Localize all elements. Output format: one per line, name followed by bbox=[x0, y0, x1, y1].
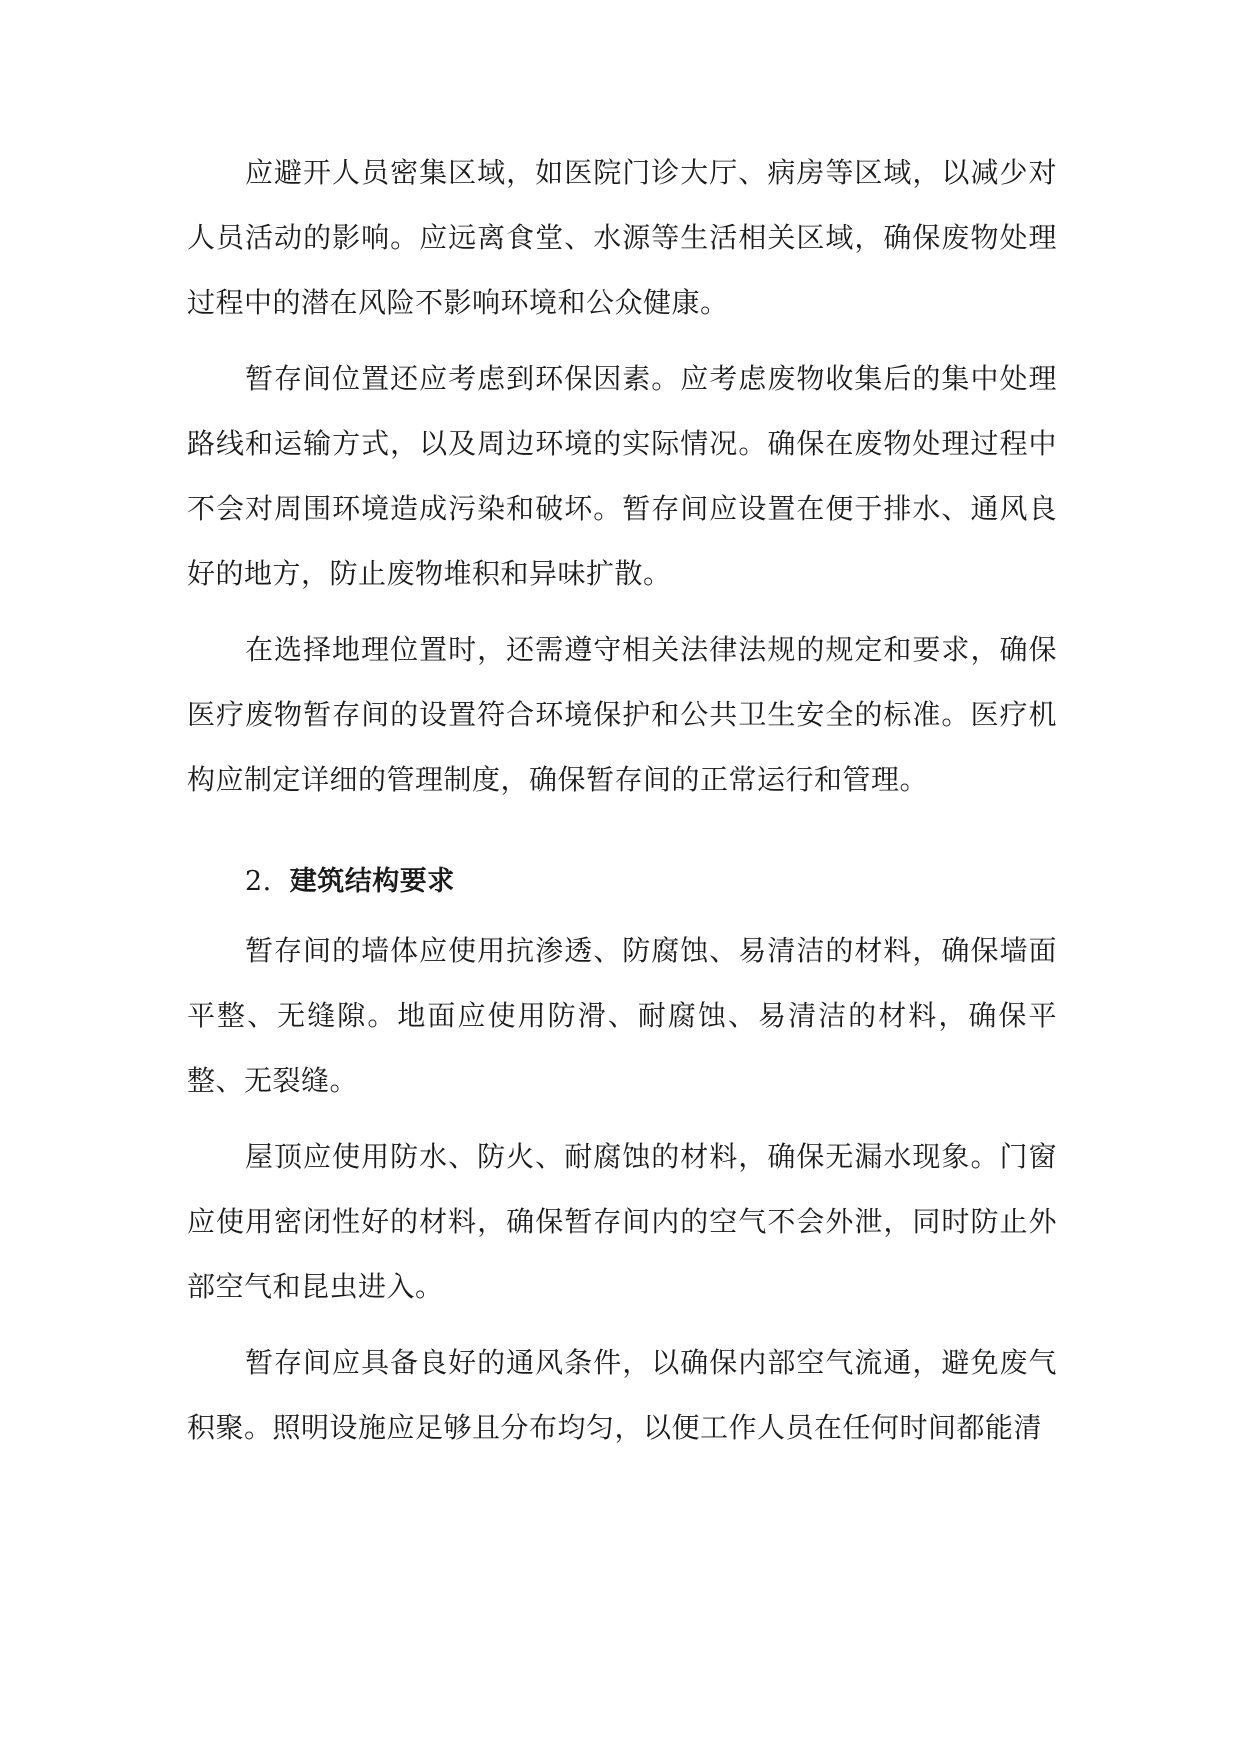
section-heading bbox=[187, 858, 1057, 906]
paragraph-roof-doors: 屋顶应使用防水、防火、耐腐蚀的材料，确保无漏水现象。门窗应使用密闭性好的材料，确保暂存间内的空气不会外泄，同时防止外部空气和昆虫进入。 bbox=[187, 1140, 1057, 1303]
paragraph-site-avoidance: 应避开人员密集区域，如医院门诊大厅、病房等区域，以减少对人员活动的影响。应远离食堂、水源等生活相关区域，确保废物处理过程中的潜在风险不影响环境和公众健康。 bbox=[187, 156, 1057, 319]
paragraph-legal-compliance: 在选择地理位置时，还需遵守相关法律法规的规定和要求，确保医疗废物暂存间的设置符合环境保护和公共卫生安全的标准。医疗机构应制定详细的管理制度，确保暂存间的正常运行和管理。 bbox=[187, 633, 1057, 796]
section-title: 建筑结构要求 bbox=[289, 866, 455, 897]
section-number: 2. bbox=[245, 866, 272, 897]
document-body bbox=[187, 140, 1057, 1471]
paragraph-walls-floor: 暂存间的墙体应使用抗渗透、防腐蚀、易清洁的材料，确保墙面平整、无缝隙。地面应使用防滑、耐腐蚀、易清洁的材料，确保平整、无裂缝。 bbox=[187, 934, 1057, 1097]
paragraph-environmental-factors: 暂存间位置还应考虑到环保因素。应考虑废物收集后的集中处理路线和运输方式，以及周边环境的实际情况。确保在废物处理过程中不会对周围环境造成污染和破坏。暂存间应设置在便于排水、通风良好的地方，防止废物堆积和异味扩散。 bbox=[187, 362, 1057, 590]
paragraph-ventilation-lighting: 暂存间应具备良好的通风条件，以确保内部空气流通，避免废气积聚。照明设施应足够且分布均匀，以便工作人员在任何时间都能清 bbox=[187, 1346, 1057, 1444]
